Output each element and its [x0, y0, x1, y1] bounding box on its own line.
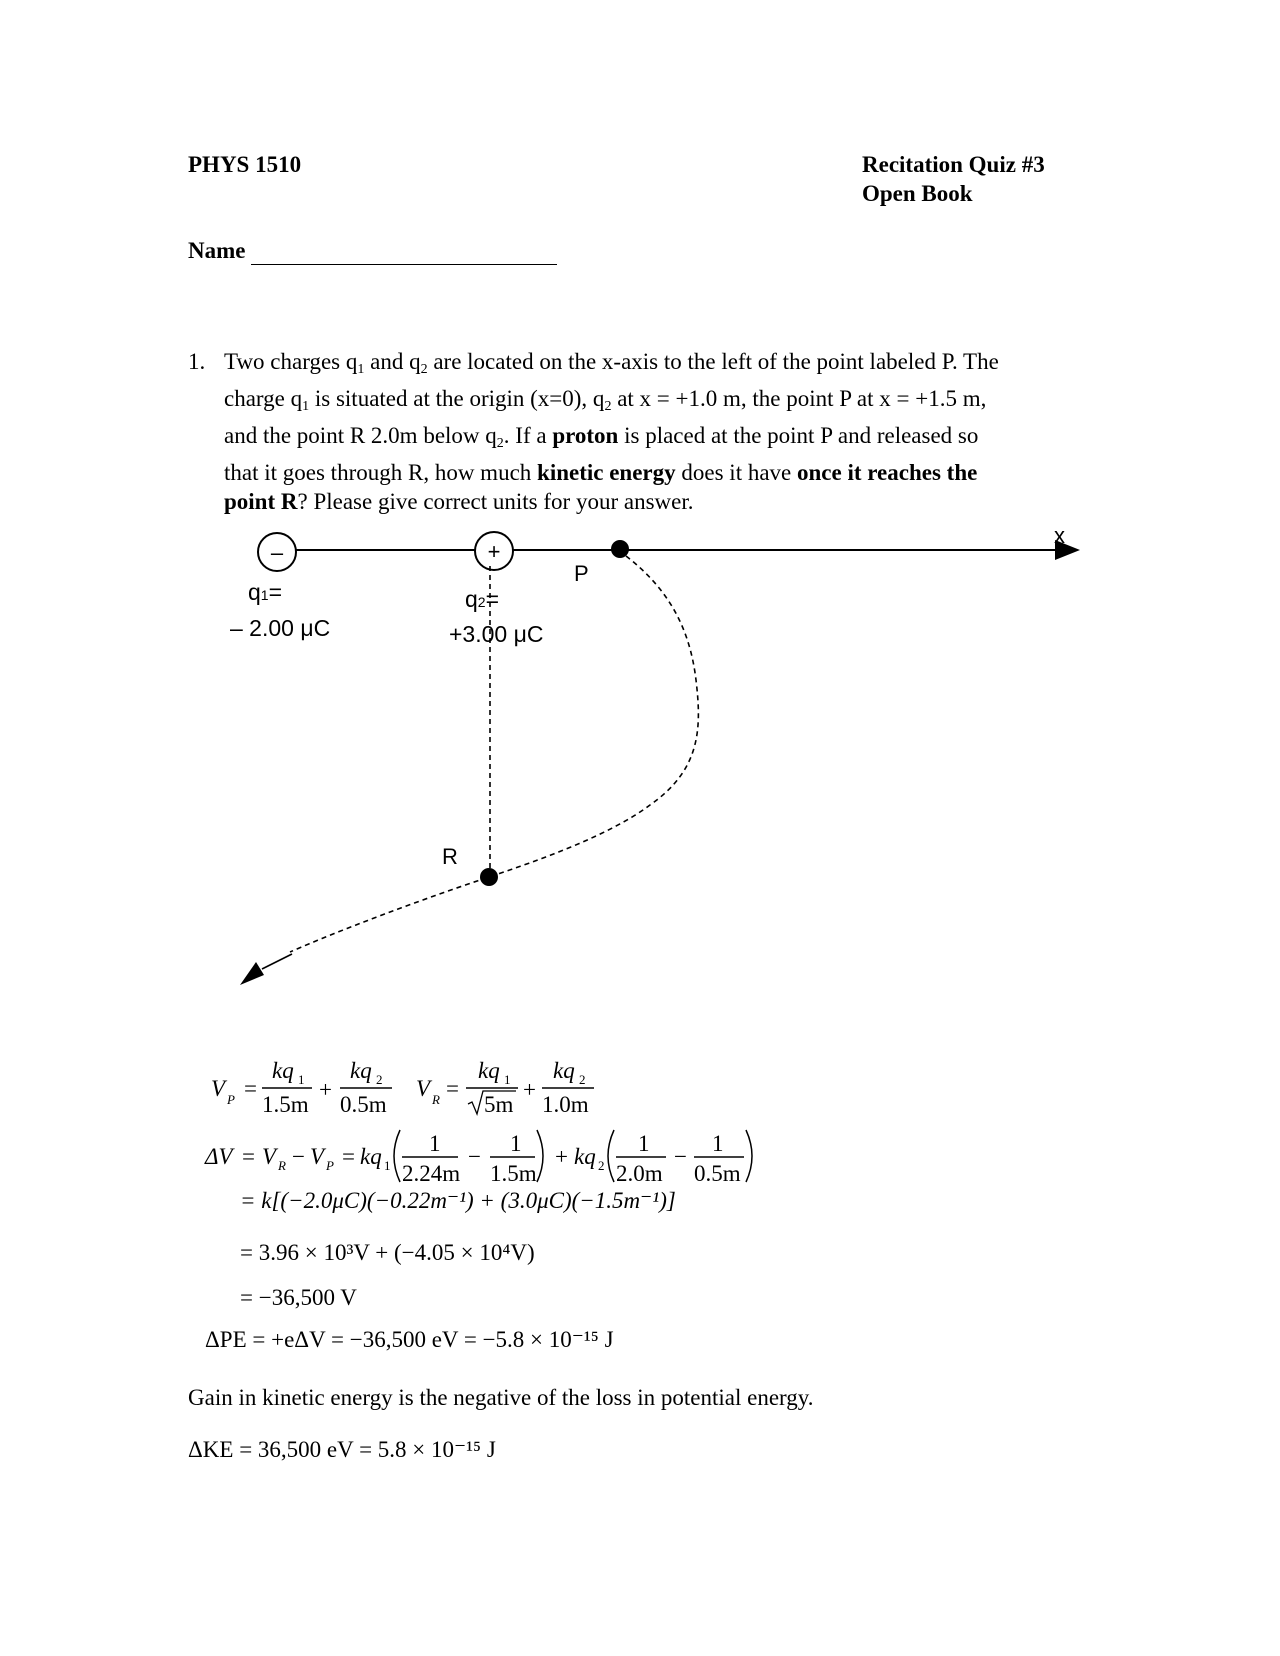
svg-text:=: = — [242, 1144, 255, 1169]
vp-sub: P — [227, 1092, 235, 1107]
svg-text:P: P — [326, 1158, 334, 1173]
vr-symbol: V — [416, 1076, 431, 1101]
vp-num1: kq — [272, 1058, 294, 1083]
problem-line: point R? Please give correct units for your answer. — [224, 489, 694, 514]
q2-value: +3.00 μC — [449, 621, 544, 647]
svg-text:+: + — [555, 1144, 568, 1169]
q2-sign: + — [487, 539, 501, 564]
solution-line-3: = k[(−2.0μC)(−0.22m⁻¹) + (3.0μC)(−1.5m⁻¹)] — [240, 1188, 676, 1213]
problem-line: charge $q_1$ is situated at the origin (x=0), $q_2$ at x = +1.0 m, the point P at x = +1.5 m, — [224, 386, 987, 414]
problem-number: 1. — [188, 349, 206, 374]
vp-num2: kq — [350, 1058, 372, 1083]
svg-text:1: 1 — [510, 1131, 522, 1156]
name-label: Name — [188, 238, 246, 263]
vr-plus: + — [523, 1077, 536, 1102]
svg-text:kq: kq — [574, 1144, 596, 1169]
vr-num1: kq — [478, 1058, 500, 1083]
svg-text:0.5m: 0.5m — [694, 1161, 741, 1186]
trajectory-tail — [262, 954, 292, 969]
svg-text:V: V — [262, 1144, 277, 1169]
gain-text: Gain in kinetic energy is the negative of the loss in potential energy. — [188, 1385, 814, 1410]
vr-num1-sub: 1 — [504, 1072, 511, 1087]
svg-text:kq: kq — [360, 1144, 382, 1169]
trajectory-arrowhead — [240, 962, 264, 985]
vr-sub: R — [432, 1092, 440, 1107]
svg-text:=: = — [342, 1144, 355, 1169]
svg-text:V: V — [310, 1144, 325, 1169]
vp-num2-sub: 2 — [376, 1072, 383, 1087]
dv-one-a: 1 — [429, 1131, 441, 1156]
dv-den-a: 2.24m — [402, 1161, 461, 1186]
svg-text:−: − — [674, 1144, 687, 1169]
proton-trajectory — [290, 556, 698, 952]
point-p-label: P — [574, 561, 589, 586]
vp-num1-sub: 1 — [298, 1072, 305, 1087]
svg-text:1.5m: 1.5m — [490, 1161, 537, 1186]
vp-den2: 0.5m — [340, 1092, 387, 1117]
svg-text:2: 2 — [598, 1158, 605, 1173]
point-p — [611, 540, 629, 558]
vr-den1: 5m — [484, 1092, 514, 1117]
solution-line-7: ΔKE = 36,500 eV = 5.8 × 10⁻¹⁵ J — [188, 1437, 496, 1462]
q2-label: q2= — [465, 586, 500, 612]
q1-label: q1= — [248, 579, 283, 605]
svg-text:1: 1 — [712, 1131, 724, 1156]
solution-line-5: = −36,500 V — [240, 1285, 357, 1310]
vp-equals: = — [244, 1076, 257, 1101]
vr-num2: kq — [553, 1058, 575, 1083]
svg-text:2.0m: 2.0m — [616, 1161, 663, 1186]
svg-text:−: − — [468, 1144, 481, 1169]
vr-equals: = — [446, 1076, 459, 1101]
solution-line-6: ΔPE = +eΔV = −36,500 eV = −5.8 × 10⁻¹⁵ J — [205, 1327, 614, 1352]
q1-value: – 2.00 μC — [230, 615, 331, 641]
problem-line: Two charges $q_1$ and $q_2$ are located on the x-axis to the left of the point labeled P. The — [224, 349, 999, 377]
svg-text:1: 1 — [384, 1158, 391, 1173]
problem-line: that it goes through R, how much kinetic energy does it have once it reaches the — [224, 460, 978, 485]
solution-fractions — [0, 1040, 1280, 1200]
dv-lhs: ΔV — [205, 1144, 233, 1169]
x-axis-label: x — [1054, 523, 1065, 548]
q1-sign: – — [270, 540, 284, 565]
svg-text:−: − — [292, 1144, 305, 1169]
point-r-label: R — [442, 844, 458, 869]
vp-symbol: V — [211, 1076, 226, 1101]
course-title: PHYS 1510 — [188, 152, 302, 177]
vp-den1: 1.5m — [262, 1092, 309, 1117]
svg-text:1: 1 — [638, 1131, 650, 1156]
svg-text:R: R — [278, 1158, 286, 1173]
vr-num2-sub: 2 — [579, 1072, 586, 1087]
vr-den2: 1.0m — [542, 1092, 589, 1117]
vp-plus: + — [319, 1077, 332, 1102]
problem-line: and the point R 2.0m below $q_2$. If a proton is placed at the point P and released so — [224, 423, 979, 451]
solution-line-4: = 3.96 × 10³V + (−4.05 × 10⁴V) — [240, 1240, 535, 1265]
point-r — [480, 868, 498, 886]
quiz-title: Recitation Quiz #3 — [862, 152, 1045, 177]
quiz-subtitle: Open Book — [862, 181, 973, 206]
